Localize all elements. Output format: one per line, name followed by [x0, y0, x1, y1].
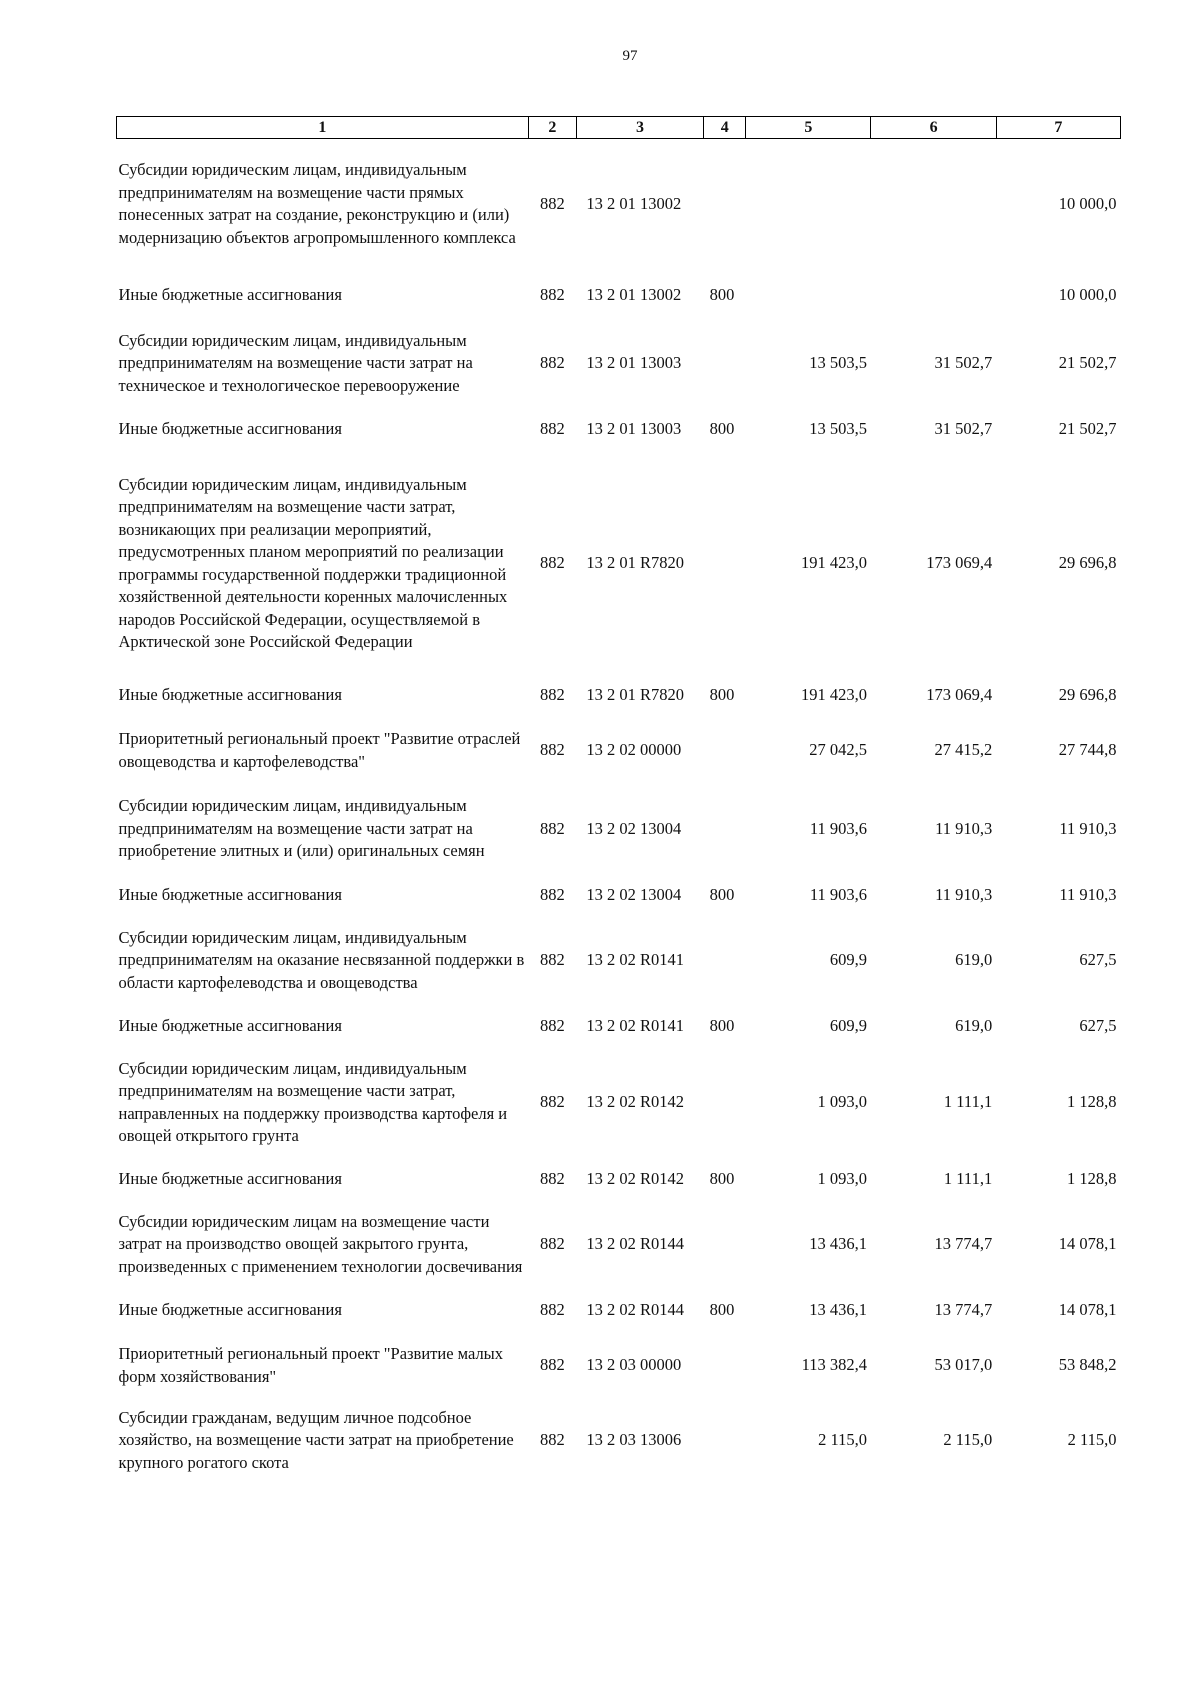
row-amount-col6: 13 774,7	[934, 1234, 993, 1254]
row-expense-type	[704, 1202, 746, 1288]
table-row	[117, 1004, 1121, 1049]
table-row	[117, 873, 1121, 918]
row-target-article: 13 2 02 13004	[586, 884, 682, 904]
row-amount-col6: 31 502,7	[934, 419, 993, 439]
row-grbs-code: 882	[539, 1015, 565, 1035]
row-expense-type	[704, 1049, 746, 1157]
row-description: Субсидии юридическим лицам, индивидуальным предпринимателям на возмещение части затрат на техническое и технологическое перевооружение	[118, 330, 473, 395]
row-description: Субсидии гражданам, ведущим личное подсобное хозяйство, на возмещение части затрат на приобретение крупного рогатого скота	[118, 1407, 514, 1472]
row-amount-col6: 11 910,3	[935, 884, 993, 904]
row-amount-col6: 173 069,4	[926, 553, 993, 573]
row-description: Субсидии юридическим лицам на возмещение части затрат на производство овощей закрытого грунта, произведенных с применением технологии досвечивания	[118, 1211, 523, 1276]
row-expense-type: 800	[709, 1015, 735, 1035]
row-grbs-code: 882	[539, 553, 565, 573]
row-amount-col5: 113 382,4	[801, 1355, 867, 1375]
row-grbs-code: 882	[539, 1430, 565, 1450]
row-amount-col7: 627,5	[1079, 950, 1117, 970]
row-description: Приоритетный региональный проект "Развитие отраслей овощеводства и картофелеводства"	[118, 729, 521, 771]
row-target-article: 13 2 01 13003	[586, 419, 682, 439]
row-expense-type: 800	[709, 684, 735, 704]
table-row	[117, 1399, 1121, 1483]
row-expense-type	[704, 716, 746, 786]
header-col-2: 2	[528, 117, 576, 139]
header-col-6: 6	[871, 117, 996, 139]
row-description: Субсидии юридическим лицам, индивидуальным предпринимателям на возмещение части прямых понесенных затрат на создание, реконструкцию и (или) модернизацию объектов агропромышленного комплекса	[118, 160, 516, 247]
row-description: Иные бюджетные ассигнования	[118, 684, 342, 704]
row-amount-col6: 1 111,1	[943, 1092, 993, 1112]
row-grbs-code: 882	[539, 194, 565, 213]
row-grbs-code: 882	[539, 1092, 565, 1112]
table-row	[117, 918, 1121, 1004]
row-expense-type	[704, 786, 746, 873]
row-amount-col7: 14 078,1	[1058, 1234, 1117, 1254]
row-grbs-code: 882	[539, 353, 565, 373]
table-row	[117, 716, 1121, 786]
row-grbs-code: 882	[539, 419, 565, 439]
row-amount-col5: 609,9	[829, 1015, 867, 1035]
table-row	[117, 453, 1121, 675]
table-row	[117, 407, 1121, 453]
row-target-article: 13 2 01 13002	[586, 284, 682, 304]
row-amount-col6: 13 774,7	[934, 1299, 993, 1319]
row-amount-col6: 27 415,2	[934, 740, 993, 760]
row-amount-col7: 1 128,8	[1067, 1168, 1117, 1188]
row-amount-col6: 619,0	[955, 950, 993, 970]
row-amount-col7: 27 744,8	[1058, 740, 1117, 760]
row-expense-type: 800	[709, 1299, 735, 1319]
row-amount-col5: 11 903,6	[809, 818, 867, 838]
header-col-1: 1	[117, 117, 529, 139]
row-amount-col6: 11 910,3	[935, 818, 993, 838]
row-description: Субсидии юридическим лицам, индивидуальным предпринимателям на возмещение части затрат на приобретение элитных и (или) оригинальных семян	[118, 796, 485, 861]
header-col-5: 5	[746, 117, 871, 139]
budget-table	[116, 116, 1121, 1483]
row-amount-col7: 29 696,8	[1058, 684, 1117, 704]
row-expense-type: 800	[709, 419, 735, 439]
row-target-article: 13 2 02 00000	[586, 740, 682, 760]
table-row	[117, 139, 1121, 270]
row-target-article: 13 2 03 00000	[586, 1355, 682, 1375]
row-grbs-code: 882	[539, 884, 565, 904]
table-row	[117, 1202, 1121, 1288]
row-description: Иные бюджетные ассигнования	[118, 284, 342, 304]
row-amount-col5: 609,9	[829, 950, 867, 970]
row-amount-col5: 2 115,0	[818, 1430, 867, 1450]
row-target-article: 13 2 02 R0142	[586, 1092, 685, 1112]
row-amount-col7: 2 115,0	[1067, 1430, 1117, 1450]
row-expense-type: 800	[709, 1168, 735, 1188]
row-amount-col5	[746, 270, 871, 321]
row-target-article: 13 2 02 R0142	[586, 1168, 685, 1188]
row-description: Субсидии юридическим лицам, индивидуальным предпринимателям на возмещение части затрат, направленных на поддержку производства картофеля и овощей открытого грунта	[118, 1058, 508, 1145]
row-amount-col5: 11 903,6	[809, 884, 867, 904]
row-description: Субсидии юридическим лицам, индивидуальным предпринимателям на возмещение части затрат, возникающих при реализации мероприятий, предусмотренных планом мероприятий по реализации программы государственной поддержки традиционной хозяйственной деятельности коренных малочисленных народов Российской Федерации, осуществляемой в Арктической зоне Российской Федерации	[118, 474, 508, 651]
row-expense-type	[704, 453, 746, 675]
row-amount-col7: 29 696,8	[1058, 553, 1117, 573]
table-row	[117, 321, 1121, 407]
row-amount-col6: 2 115,0	[943, 1430, 993, 1450]
row-description: Иные бюджетные ассигнования	[118, 884, 342, 904]
row-amount-col5: 191 423,0	[800, 684, 867, 704]
header-col-3: 3	[576, 117, 703, 139]
row-amount-col7: 11 910,3	[1059, 884, 1117, 904]
header-row	[117, 117, 1121, 139]
row-target-article: 13 2 01 R7820	[586, 553, 685, 573]
row-amount-col5: 1 093,0	[817, 1092, 867, 1112]
table-row	[117, 1333, 1121, 1399]
row-grbs-code: 882	[539, 950, 565, 970]
header-col-7: 7	[996, 117, 1120, 139]
row-amount-col6: 31 502,7	[934, 353, 993, 373]
row-amount-col7: 21 502,7	[1058, 419, 1117, 439]
row-amount-col7: 53 848,2	[1058, 1355, 1117, 1375]
row-expense-type	[704, 1333, 746, 1399]
page-number: 97	[622, 48, 638, 64]
table-row	[117, 675, 1121, 716]
row-description: Иные бюджетные ассигнования	[118, 1299, 342, 1319]
row-grbs-code: 882	[539, 1168, 565, 1188]
row-expense-type	[704, 1399, 746, 1483]
row-target-article: 13 2 02 R0144	[586, 1234, 685, 1254]
row-amount-col7: 10 000,0	[1058, 194, 1117, 213]
table-row	[117, 1157, 1121, 1202]
row-grbs-code: 882	[539, 1299, 565, 1319]
row-amount-col5: 13 503,5	[809, 419, 867, 439]
row-amount-col5: 191 423,0	[800, 553, 867, 573]
row-target-article: 13 2 01 13003	[586, 353, 682, 373]
row-description: Иные бюджетные ассигнования	[118, 1015, 342, 1035]
row-amount-col5: 13 436,1	[809, 1234, 867, 1254]
row-amount-col5: 27 042,5	[809, 740, 867, 760]
row-amount-col6: 1 111,1	[943, 1168, 993, 1188]
row-expense-type	[704, 139, 746, 270]
row-amount-col5: 13 503,5	[809, 353, 867, 373]
header-col-4: 4	[704, 117, 746, 139]
table-row	[117, 1288, 1121, 1333]
table-row	[117, 786, 1121, 873]
row-grbs-code: 882	[539, 284, 565, 304]
row-amount-col7: 21 502,7	[1058, 353, 1117, 373]
row-target-article: 13 2 03 13006	[586, 1430, 682, 1450]
row-amount-col7: 11 910,3	[1059, 818, 1117, 838]
table-row	[117, 1049, 1121, 1157]
row-amount-col6: 619,0	[955, 1015, 993, 1035]
row-amount-col5: 1 093,0	[817, 1168, 867, 1188]
row-amount-col7: 10 000,0	[1058, 284, 1117, 304]
row-target-article: 13 2 01 13002	[586, 194, 682, 213]
row-description: Приоритетный региональный проект "Развитие малых форм хозяйствования"	[118, 1344, 504, 1386]
row-description: Иные бюджетные ассигнования	[118, 419, 342, 439]
row-grbs-code: 882	[539, 1355, 565, 1375]
row-amount-col6: 173 069,4	[926, 684, 993, 704]
row-amount-col5: 13 436,1	[809, 1299, 867, 1319]
row-target-article: 13 2 02 13004	[586, 818, 682, 838]
row-grbs-code: 882	[539, 740, 565, 760]
row-expense-type	[704, 321, 746, 407]
row-amount-col5	[746, 139, 871, 270]
row-grbs-code: 882	[539, 1234, 565, 1254]
row-description: Иные бюджетные ассигнования	[118, 1168, 342, 1188]
row-target-article: 13 2 02 R0144	[586, 1299, 685, 1319]
row-amount-col7: 1 128,8	[1067, 1092, 1117, 1112]
row-amount-col6	[871, 139, 996, 270]
table-row	[117, 270, 1121, 321]
row-description: Субсидии юридическим лицам, индивидуальным предпринимателям на оказание несвязанной поддержки в области картофелеводства и овощеводства	[118, 927, 525, 992]
row-amount-col7: 14 078,1	[1058, 1299, 1117, 1319]
row-amount-col7: 627,5	[1079, 1015, 1117, 1035]
row-expense-type	[704, 918, 746, 1004]
row-amount-col6	[871, 270, 996, 321]
row-expense-type: 800	[709, 284, 735, 304]
row-grbs-code: 882	[539, 818, 565, 838]
row-target-article: 13 2 02 R0141	[586, 950, 685, 970]
row-grbs-code: 882	[539, 684, 565, 704]
row-amount-col6: 53 017,0	[934, 1355, 993, 1375]
row-target-article: 13 2 01 R7820	[586, 684, 685, 704]
row-target-article: 13 2 02 R0141	[586, 1015, 685, 1035]
row-expense-type: 800	[709, 884, 735, 904]
